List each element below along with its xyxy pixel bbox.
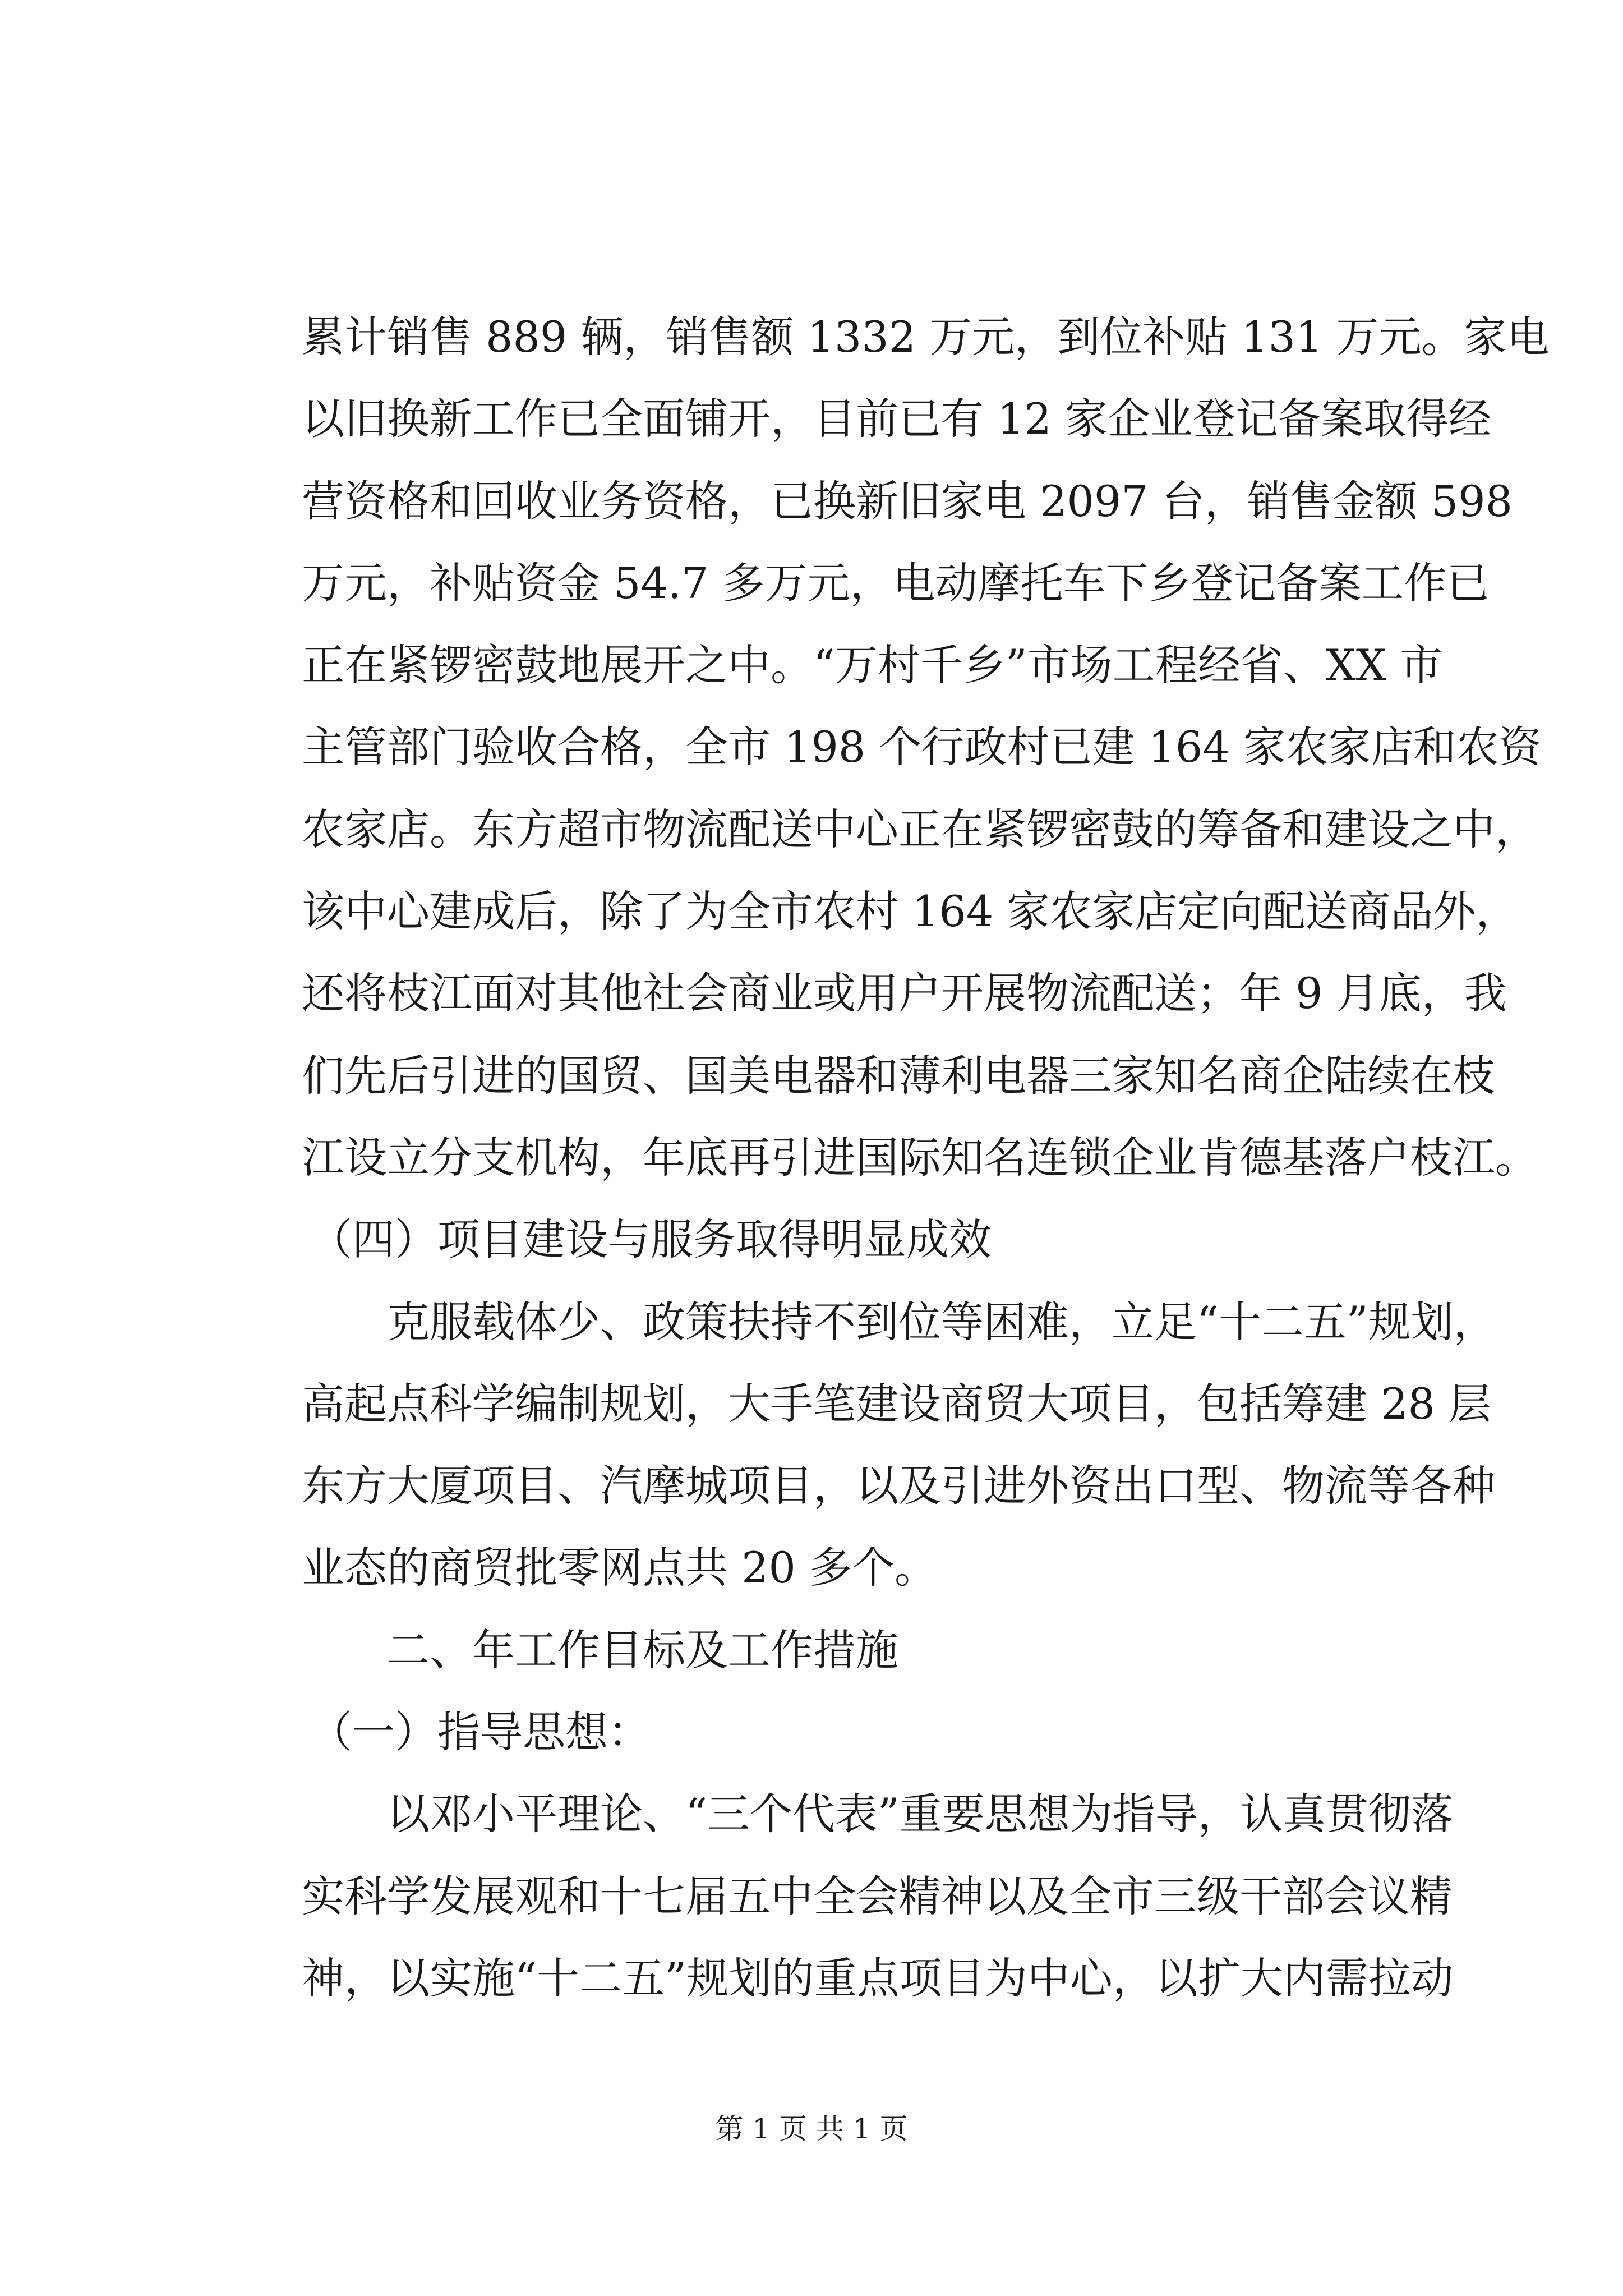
text-line: 该中心建成后，除了为全市农村 164 家农家店定向配送商品外， [302,886,1519,937]
text-line: 主管部门验收合格，全市 198 个行政村已建 164 家农家店和农资 [302,722,1542,772]
text-line: 们先后引进的国贸、国美电器和薄利电器三家知名商企陆续在枝 [302,1050,1495,1101]
text-line: 以邓小平理论、“三个代表”重要思想为指导，认真贯彻落 [387,1789,1454,1839]
text-line: 以旧换新工作已全面铺开，目前已有 12 家企业登记备案取得经 [302,394,1492,444]
text-line: 业态的商贸批零网点共 20 多个。 [302,1543,938,1593]
paragraph-projects [302,1281,1496,1609]
text-line: 神，以实施“十二五”规划的重点项目为中心，以扩大内需拉动 [302,1953,1454,2003]
page-number-footer: 第 1 页 共 1 页 [715,2113,908,2145]
text-line: 实科学发展观和十七届五中全会精神以及全市三级干部会议精 [302,1871,1453,1921]
text-line: 江设立分支机构，年底再引进国际知名连锁企业肯德基落户枝江。 [302,1132,1538,1182]
section-heading-projects: （四）项目建设与服务取得明显成效 [310,1214,992,1265]
text-line: 农家店。东方超市物流配送中心正在紧锣密鼓的筹备和建设之中， [302,804,1538,854]
text-line: 东方大厦项目、汽摩城项目，以及引进外资出口型、物流等各种 [302,1461,1495,1511]
text-line: 万元，补贴资金 54.7 多万元，电动摩托车下乡登记备案工作已 [302,558,1490,608]
document-body [302,296,1550,2019]
text-line: 累计销售 889 辆，销售额 1332 万元，到位补贴 131 万元。家电 [302,312,1550,362]
text-line: 还将枝江面对其他社会商业或用户开展物流配送；年 9 月底，我 [302,968,1507,1019]
section-heading-goals: 二、年工作目标及工作措施 [387,1625,898,1675]
subsection-heading-guiding-ideology: （一）指导思想： [310,1707,651,1757]
text-line: 高起点科学编制规划，大手笔建设商贸大项目，包括筹建 28 层 [302,1378,1492,1429]
paragraph-guiding-ideology [302,1773,1454,2019]
text-line: 克服载体少、政策扶持不到位等困难，立足“十二五”规划， [387,1296,1496,1347]
text-line: 营资格和回收业务资格，已换新旧家电 2097 台，销售金额 598 [302,476,1513,526]
paragraph-retail-summary [302,296,1550,1199]
text-line: 正在紧锣密鼓地展开之中。“万村千乡”市场工程经省、XX 市 [302,640,1443,691]
